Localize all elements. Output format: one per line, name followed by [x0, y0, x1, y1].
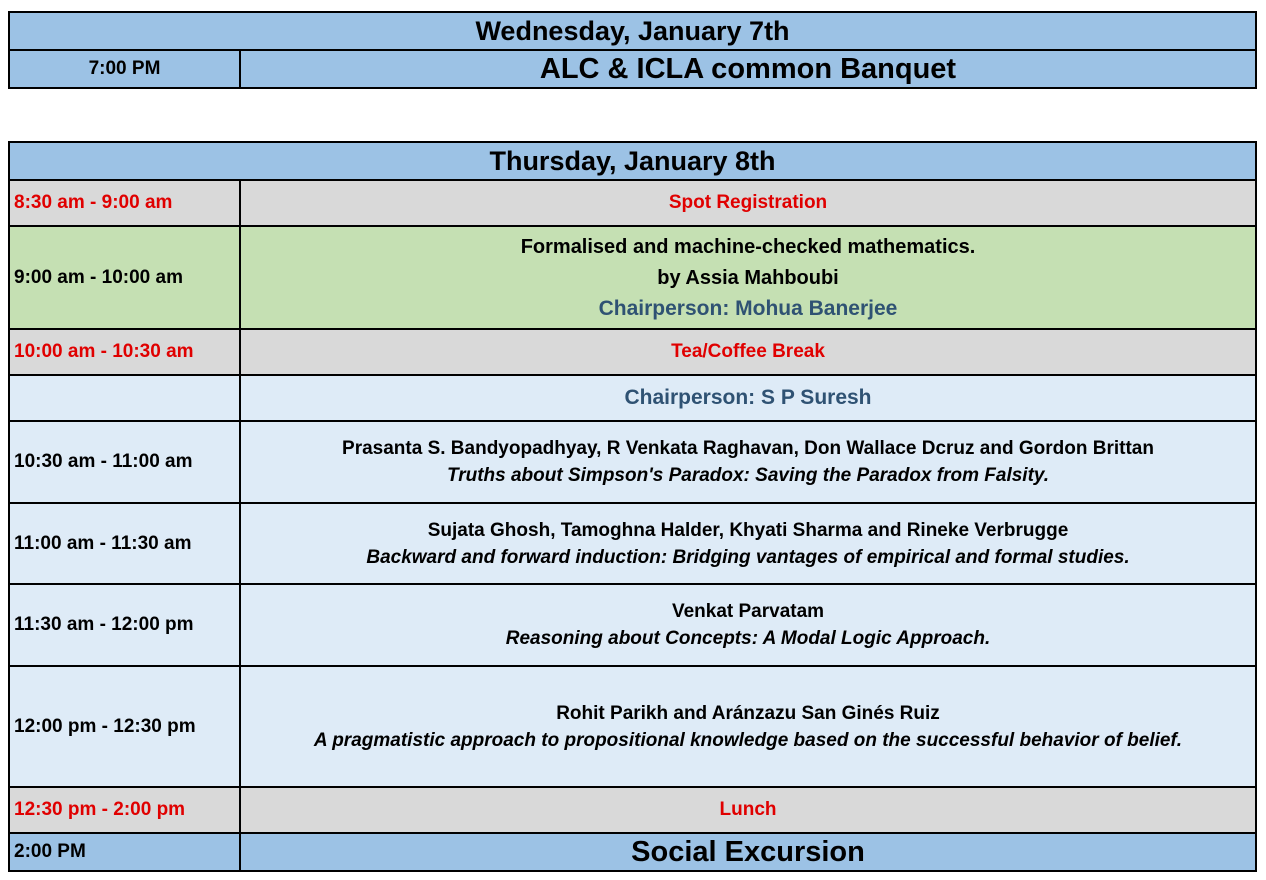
time-cell: 11:30 am - 12:00 pm	[9, 584, 240, 666]
time-cell: 10:00 am - 10:30 am	[9, 329, 240, 375]
time-cell: 7:00 PM	[9, 50, 240, 88]
event-cell-tea-break: Tea/Coffee Break	[240, 329, 1256, 375]
event-cell-registration: Spot Registration	[240, 180, 1256, 226]
schedule-row	[9, 666, 1256, 787]
time-cell: 12:00 pm - 12:30 pm	[9, 666, 240, 787]
talk-cell	[240, 503, 1256, 584]
thursday-schedule-table	[8, 141, 1257, 872]
talk-authors: Venkat Parvatam	[671, 601, 825, 622]
day-header-row	[9, 142, 1256, 180]
schedule-row	[9, 180, 1256, 226]
event-cell-banquet: ALC & ICLA common Banquet	[240, 50, 1256, 88]
schedule-row	[9, 50, 1256, 88]
schedule-row	[9, 503, 1256, 584]
talk-title: A pragmatistic approach to propositional knowledge based on the successful behavior of belief.	[313, 729, 1183, 751]
schedule-row	[9, 375, 1256, 421]
talk-cell	[240, 584, 1256, 666]
schedule-row	[9, 787, 1256, 833]
schedule-row	[9, 329, 1256, 375]
event-cell-lunch: Lunch	[240, 787, 1256, 833]
keynote-speaker: by Assia Mahboubi	[657, 266, 839, 289]
talk-authors: Prasanta S. Bandyopadhyay, R Venkata Raghavan, Don Wallace Dcruz and Gordon Brittan	[342, 438, 1154, 459]
schedule-row	[9, 833, 1256, 871]
keynote-title: Formalised and machine-checked mathematics.	[520, 235, 976, 258]
keynote-chair: Chairperson: Mohua Banerjee	[598, 296, 898, 320]
time-cell: 12:30 pm - 2:00 pm	[9, 787, 240, 833]
talk-cell	[240, 421, 1256, 503]
schedule-row	[9, 226, 1256, 329]
time-cell: 11:00 am - 11:30 am	[9, 503, 240, 584]
talk-title: Backward and forward induction: Bridging vantages of empirical and formal studies.	[366, 546, 1130, 568]
time-cell: 10:30 am - 11:00 am	[9, 421, 240, 503]
event-cell-keynote	[240, 226, 1256, 329]
day-header-row	[9, 12, 1256, 50]
event-cell-excursion: Social Excursion	[240, 833, 1256, 871]
talk-authors: Rohit Parikh and Aránzazu San Ginés Ruiz	[556, 702, 940, 724]
talk-authors: Sujata Ghosh, Tamoghna Halder, Khyati Sharma and Rineke Verbrugge	[427, 519, 1069, 541]
talk-title: Reasoning about Concepts: A Modal Logic Approach.	[505, 628, 991, 649]
time-cell-empty	[9, 375, 240, 421]
time-cell: 2:00 PM	[9, 833, 240, 871]
talk-title: Truths about Simpson's Paradox: Saving the Paradox from Falsity.	[446, 465, 1050, 486]
time-cell: 8:30 am - 9:00 am	[9, 180, 240, 226]
session-chair: Chairperson: S P Suresh	[240, 375, 1256, 421]
day-header-wednesday: Wednesday, January 7th	[9, 12, 1256, 50]
talk-cell	[240, 666, 1256, 787]
schedule-row	[9, 584, 1256, 666]
schedule-row	[9, 421, 1256, 503]
time-cell: 9:00 am - 10:00 am	[9, 226, 240, 329]
wednesday-schedule-table	[8, 11, 1257, 89]
day-header-thursday: Thursday, January 8th	[9, 142, 1256, 180]
